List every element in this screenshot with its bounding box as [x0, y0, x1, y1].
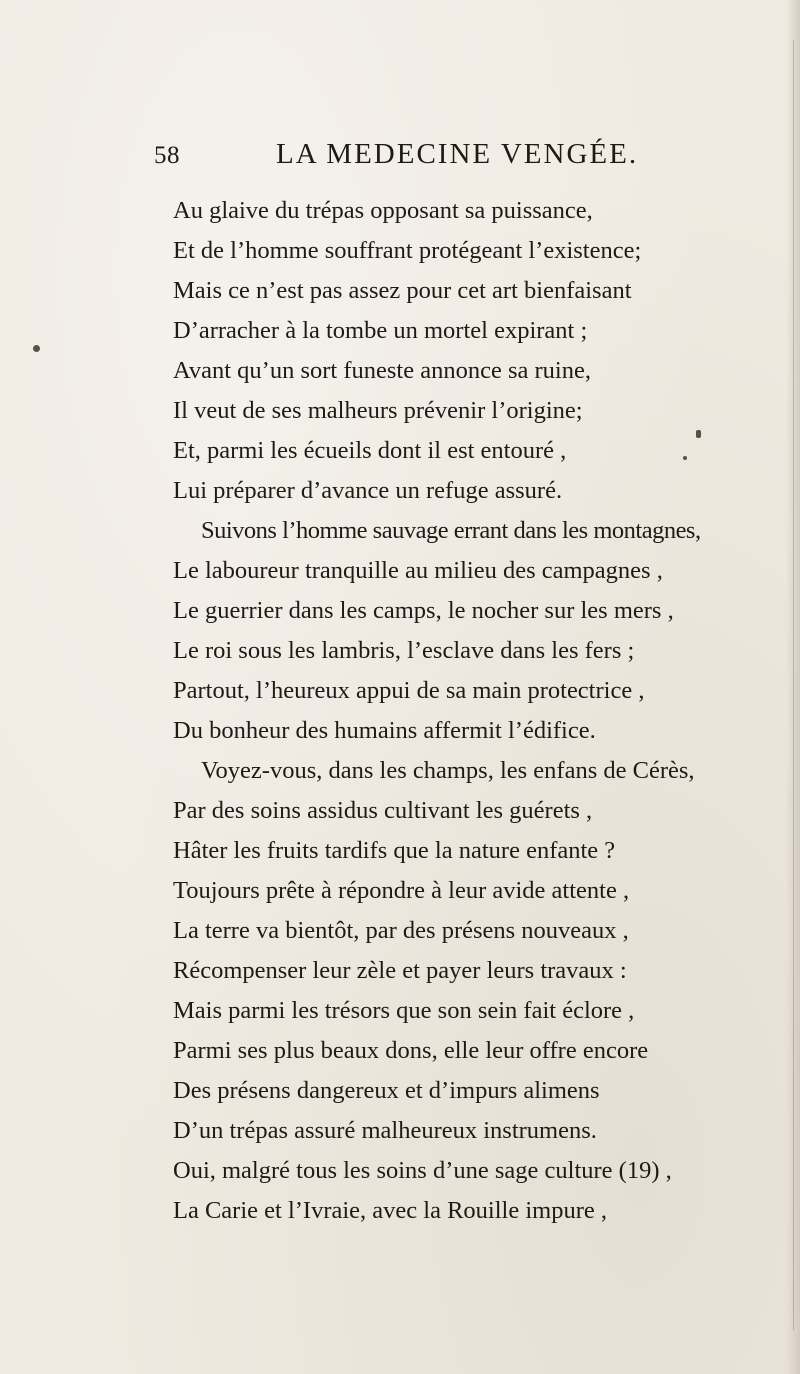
- verse-line: La Carie et l’Ivraie, avec la Rouille impure ,: [173, 1197, 608, 1224]
- page-number: 58: [154, 142, 180, 169]
- verse-line: Par des soins assidus cultivant les guérets ,: [173, 797, 593, 824]
- verse-line: Et de l’homme souffrant protégeant l’existence;: [173, 237, 642, 264]
- verse-line: D’un trépas assuré malheureux instrumens.: [173, 1117, 597, 1144]
- verse-line: Lui préparer d’avance un refuge assuré.: [173, 477, 563, 504]
- verse-line: Le guerrier dans les camps, le nocher sur les mers ,: [173, 597, 674, 624]
- verse-line: Suivons l’homme sauvage errant dans les montagnes,: [201, 517, 701, 544]
- verse-line: D’arracher à la tombe un mortel expirant ;: [173, 317, 588, 344]
- verse-line: Du bonheur des humains affermit l’édifice.: [173, 717, 596, 744]
- verse-line: Avant qu’un sort funeste annonce sa ruine,: [173, 357, 591, 384]
- verse-line: Des présens dangereux et d’impurs alimens: [173, 1077, 600, 1104]
- verse-line: Partout, l’heureux appui de sa main protectrice ,: [173, 677, 645, 704]
- verse-line: Parmi ses plus beaux dons, elle leur offre encore: [173, 1037, 649, 1064]
- verse-line: Voyez-vous, dans les champs, les enfans de Cérès,: [201, 757, 695, 784]
- ink-speck: [33, 345, 40, 352]
- verse-line: Au glaive du trépas opposant sa puissance,: [173, 197, 593, 224]
- verse-line: Mais parmi les trésors que son sein fait éclore ,: [173, 997, 635, 1024]
- verse-line: Le laboureur tranquille au milieu des campagnes ,: [173, 557, 663, 584]
- running-title: LA MEDECINE VENGÉE.: [276, 138, 639, 170]
- page-fold-line: [793, 40, 794, 1330]
- page-header: [0, 138, 800, 182]
- verse-line: Et, parmi les écueils dont il est entouré ,: [173, 437, 567, 464]
- verse-line: Oui, malgré tous les soins d’une sage culture (19) ,: [173, 1157, 672, 1184]
- verse-line: Toujours prête à répondre à leur avide attente ,: [173, 877, 630, 904]
- verse-line: Le roi sous les lambris, l’esclave dans les fers ;: [173, 637, 635, 664]
- ink-speck: [683, 456, 687, 460]
- verse-line: Hâter les fruits tardifs que la nature enfante ?: [173, 837, 616, 864]
- verse-line: Récompenser leur zèle et payer leurs travaux :: [173, 957, 627, 984]
- ink-speck: [696, 430, 701, 438]
- verse-line: Mais ce n’est pas assez pour cet art bienfaisant: [173, 277, 632, 304]
- verse-line: La terre va bientôt, par des présens nouveaux ,: [173, 917, 629, 944]
- verse-line: Il veut de ses malheurs prévenir l’origine;: [173, 397, 583, 424]
